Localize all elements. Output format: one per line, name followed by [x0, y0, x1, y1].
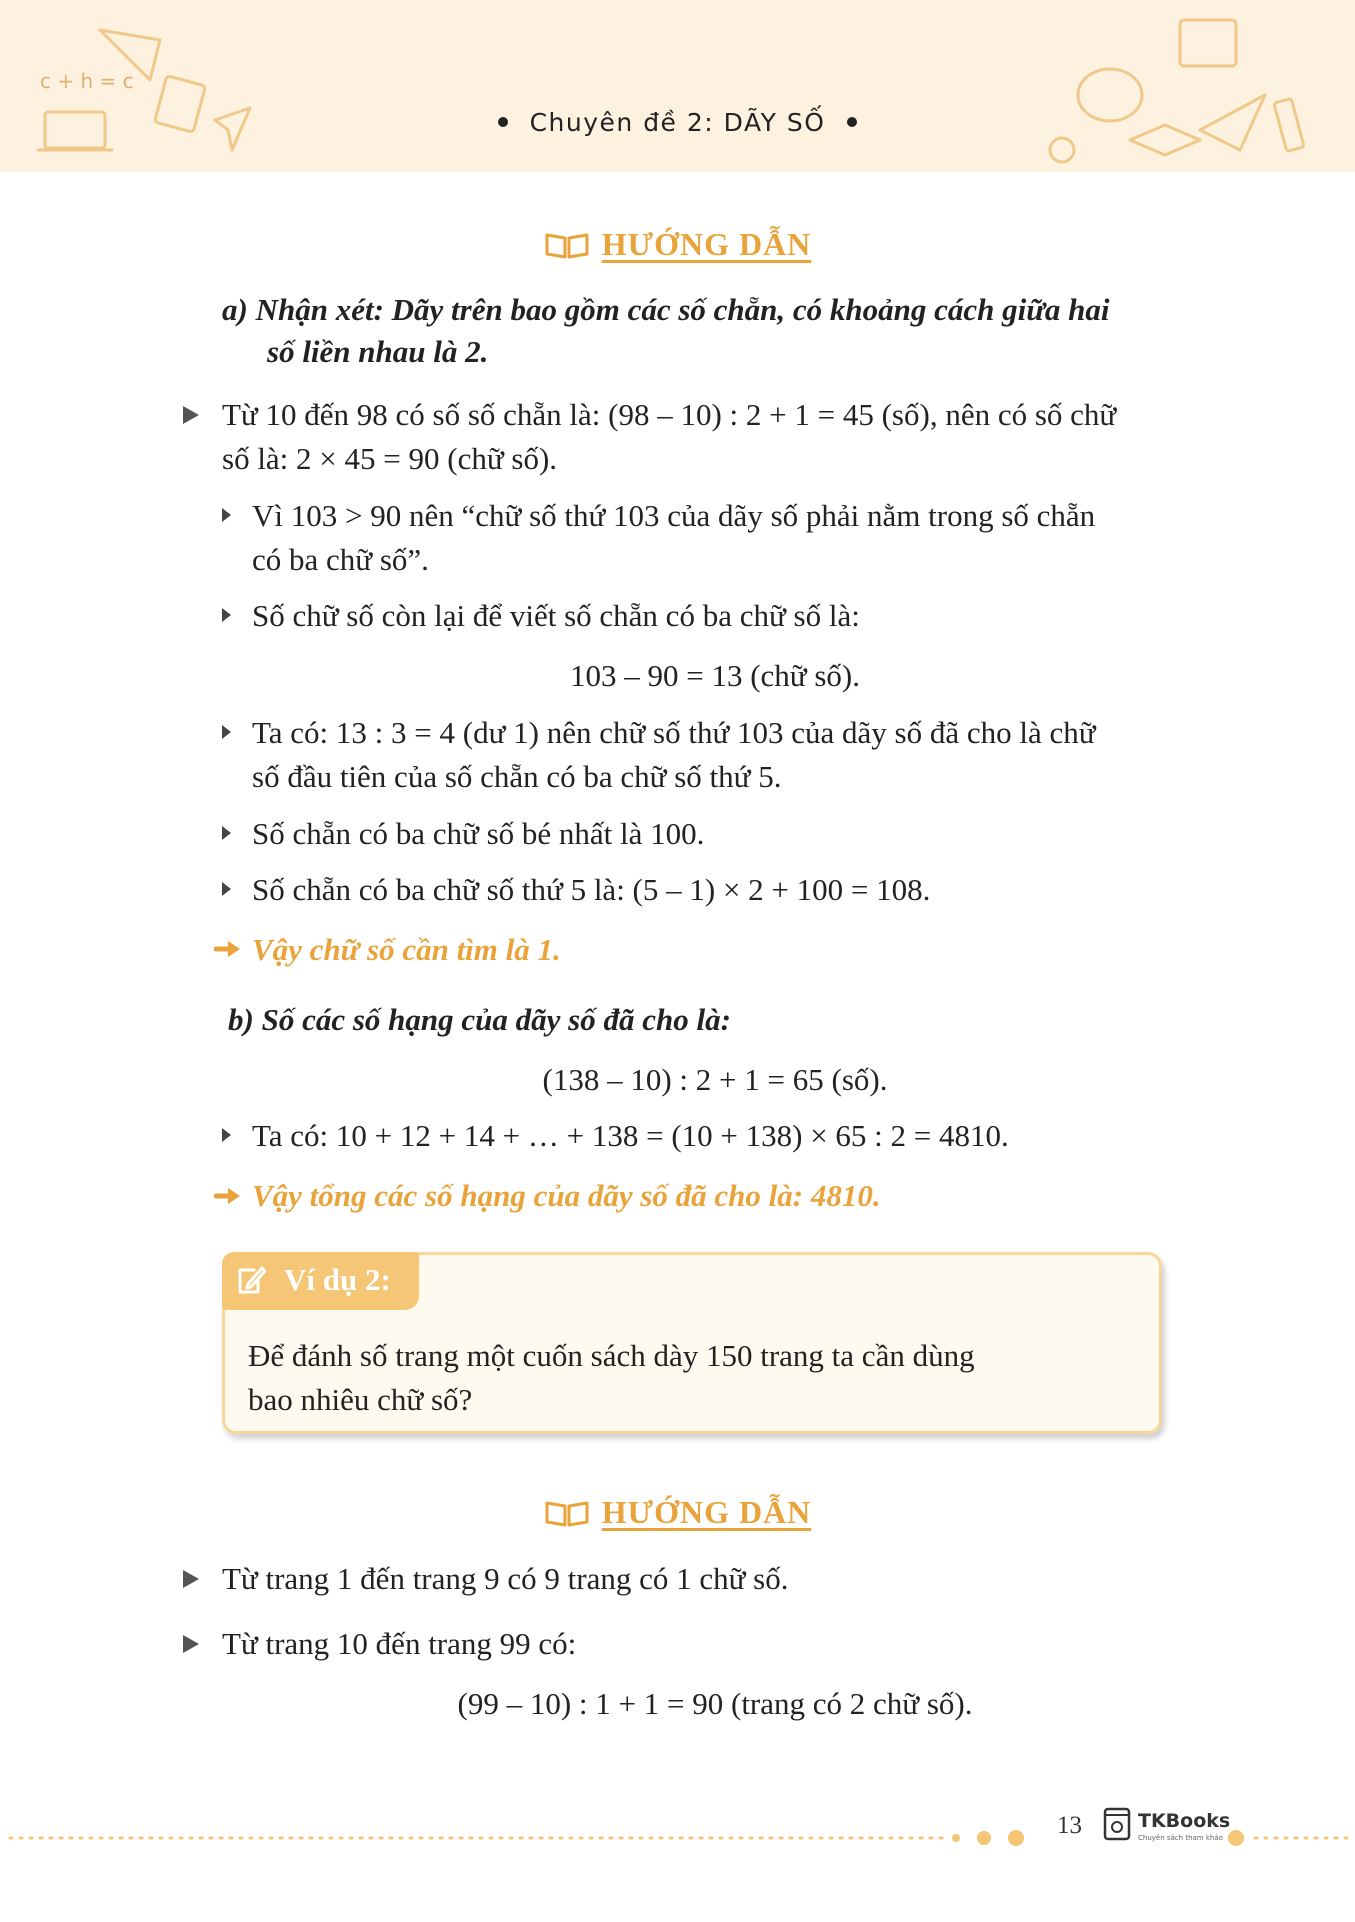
page-step2: Từ trang 10 đến trang 99 có:	[222, 1626, 577, 1661]
equation-2: (138 – 10) : 2 + 1 = 65 (số).	[542, 1062, 888, 1097]
step2-line2: có ba chữ số”.	[252, 542, 429, 577]
header-title-text: Chuyên đề 2: DÃY SỐ	[529, 108, 826, 137]
book-icon	[544, 1498, 590, 1528]
example-question-line1: Để đánh số trang một cuốn sách dày 150 trang ta cần dùng	[248, 1338, 975, 1373]
apple-icon	[1050, 138, 1074, 162]
step3: Số chữ số còn lại để viết số chẵn có ba chữ số là:	[252, 598, 860, 633]
page-number: 13	[1057, 1812, 1082, 1839]
arrow-right-icon	[214, 1185, 242, 1207]
example-question-line2: bao nhiêu chữ số?	[248, 1382, 473, 1417]
small-triangle-bullet-icon	[222, 1128, 231, 1142]
step5: Số chẵn có ba chữ số bé nhất là 100.	[252, 816, 705, 851]
book-icon	[544, 230, 590, 260]
small-triangle-bullet-icon	[222, 826, 231, 840]
arrow-right-icon	[214, 938, 242, 960]
nhan-xet-line1: a) Nhận xét: Dãy trên bao gồm các số chẵn, có khoảng cách giữa hai	[222, 292, 1110, 327]
step2-line1: Vì 103 > 90 nên “chữ số thứ 103 của dãy số phải nằm trong số chẵn	[252, 498, 1096, 533]
nhan-xet-line2: số liền nhau là 2.	[267, 334, 489, 369]
small-triangle-bullet-icon	[222, 508, 231, 522]
example-label: Ví dụ 2:	[284, 1262, 391, 1297]
triangle-bullet-icon	[183, 406, 199, 424]
small-triangle-bullet-icon	[222, 608, 231, 622]
guide-title	[0, 1494, 1355, 1531]
step1-line2: số là: 2 × 45 = 90 (chữ số).	[222, 441, 558, 476]
tkbooks-logo-icon	[1102, 1806, 1132, 1842]
page-step1: Từ trang 1 đến trang 9 có 9 trang có 1 chữ số.	[222, 1561, 789, 1596]
guide-title-text: HƯỚNG DẪN	[601, 226, 812, 262]
triangle-bullet-icon	[183, 1635, 199, 1653]
small-triangle-bullet-icon	[222, 882, 231, 896]
equation-1: 103 – 90 = 13 (chữ số).	[569, 658, 860, 693]
header-decoration	[0, 0, 1355, 172]
bullet-icon	[847, 117, 857, 127]
conclusion-b: Vậy tổng các số hạng của dãy số đã cho là: 4810.	[252, 1178, 881, 1213]
bullet-icon	[498, 117, 508, 127]
step4-line1: Ta có: 13 : 3 = 4 (dư 1) nên chữ số thứ 103 của dãy số đã cho là chữ	[252, 715, 1096, 750]
conclusion-a: Vậy chữ số cần tìm là 1.	[252, 932, 561, 967]
small-triangle-bullet-icon	[222, 725, 231, 739]
guide-title	[0, 226, 1355, 263]
page-equation: (99 – 10) : 1 + 1 = 90 (trang có 2 chữ số).	[457, 1686, 973, 1721]
step1-line1: Từ 10 đến 98 có số số chẵn là: (98 – 10) : 2 + 1 = 45 (số), nên có số chữ	[222, 397, 1117, 432]
book-icon	[1180, 20, 1236, 66]
header-formula-text: c + h = c	[40, 69, 134, 93]
brand-name: TKBooks	[1138, 1810, 1231, 1832]
part-b-line: b) Số các số hạng của dãy số đã cho là:	[228, 1002, 731, 1037]
step7: Ta có: 10 + 12 + 14 + … + 138 = (10 + 138) × 65 : 2 = 4810.	[252, 1118, 1009, 1153]
brand-tagline: Chuyên sách tham khảo	[1138, 1834, 1223, 1842]
guide-title-text: HƯỚNG DẪN	[601, 1494, 812, 1530]
header-title	[0, 108, 1355, 137]
step6: Số chẵn có ba chữ số thứ 5 là: (5 – 1) × 2 + 100 = 108.	[252, 872, 931, 907]
edit-note-icon	[236, 1264, 266, 1296]
step4-line2: số đầu tiên của số chẵn có ba chữ số thứ 5.	[252, 759, 782, 794]
triangle-bullet-icon	[183, 1570, 199, 1588]
